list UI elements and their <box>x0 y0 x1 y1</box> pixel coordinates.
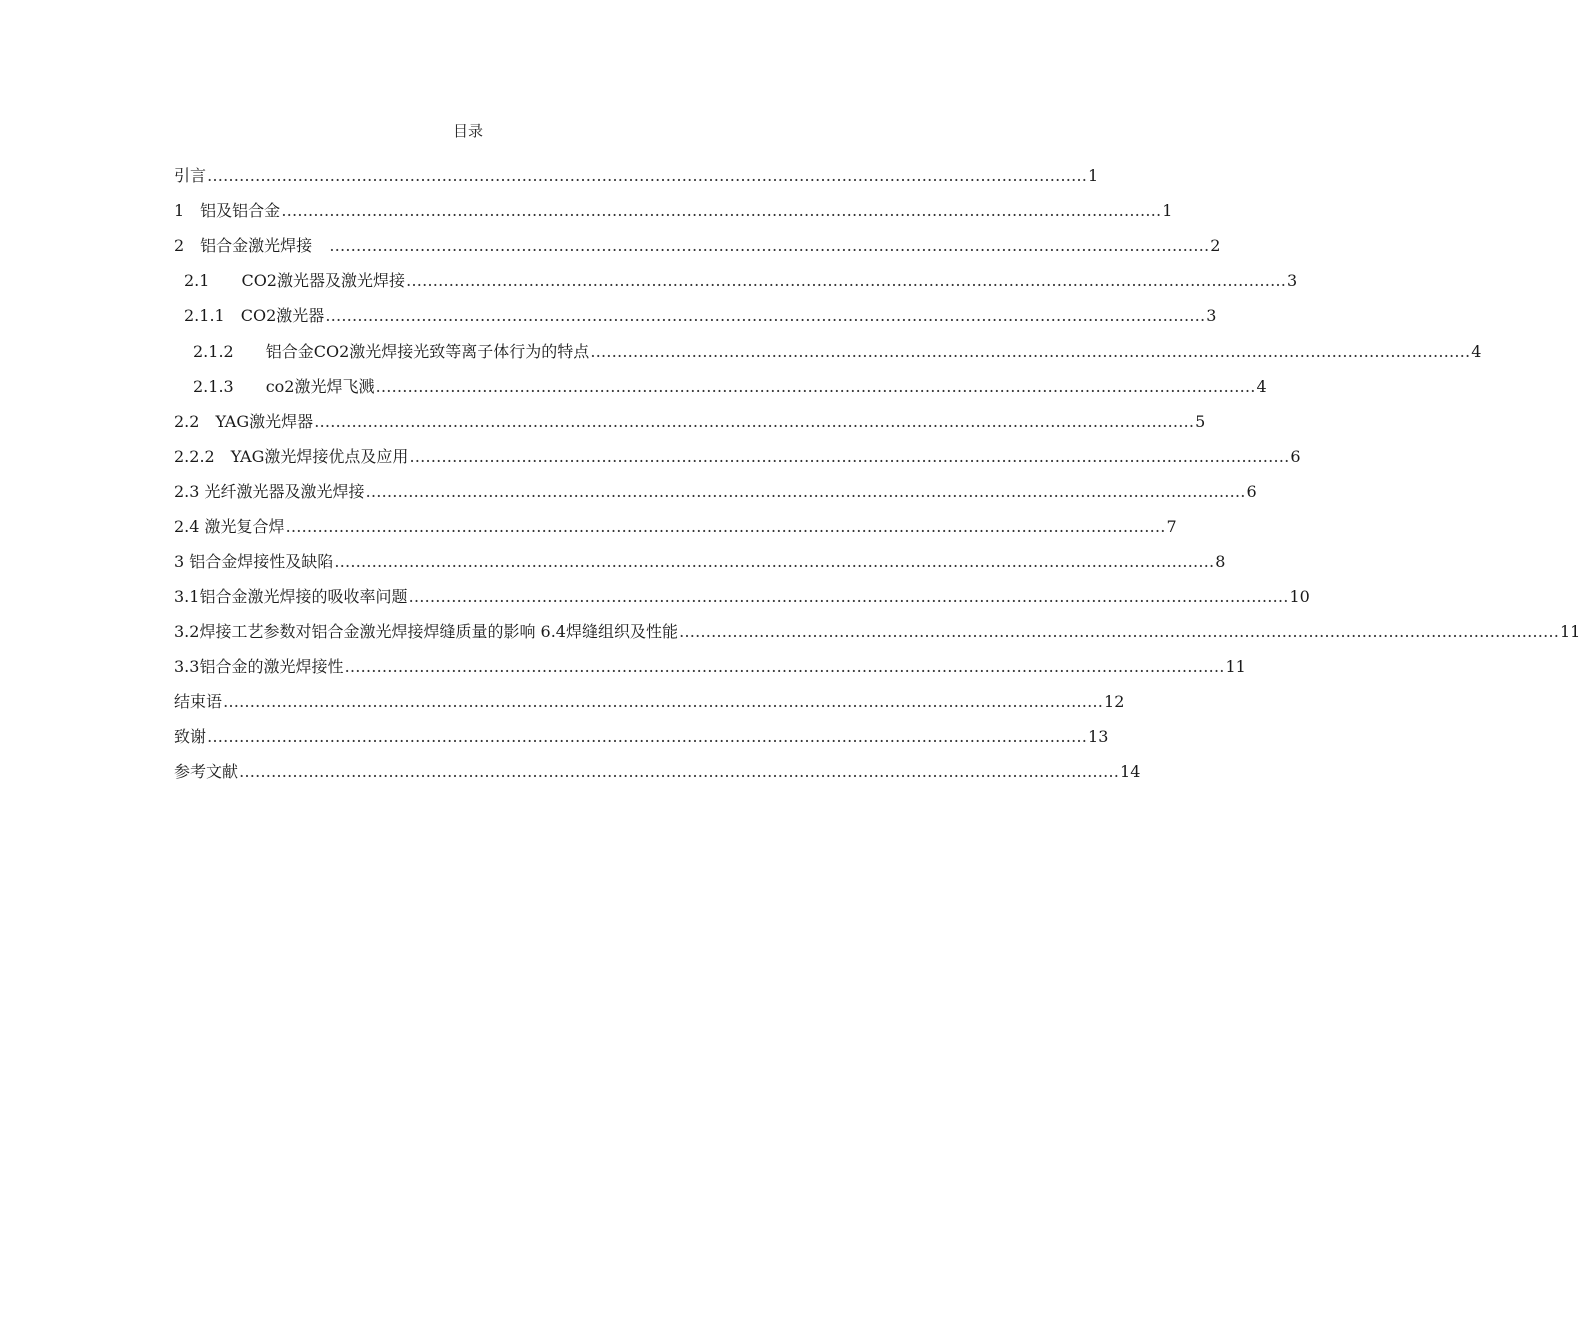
toc-title: 目录 <box>452 122 483 140</box>
toc-leader: ………………………………………………………………………………………………………………………………………………… <box>314 412 1195 431</box>
toc-page-number: 10 <box>1289 587 1310 606</box>
toc-entry-label: 1 铝及铝合金 <box>174 201 281 220</box>
toc-entry-2-1 <box>184 269 1298 293</box>
toc-leader: ………………………………………………………………………………………………………………………………………………… <box>409 447 1290 466</box>
toc-page-number: 3 <box>1206 306 1217 325</box>
toc-entry-label: 3.2焊接工艺参数对铝合金激光焊接焊缝质量的影响 6.4焊缝组织及性能 <box>174 622 678 641</box>
toc-entry-2-1-1 <box>184 304 1217 328</box>
toc-page-number: 1 <box>1162 201 1173 220</box>
toc-page-number: 4 <box>1256 377 1267 396</box>
toc-leader: ………………………………………………………………………………………………………………………………………………… <box>365 482 1246 501</box>
toc-leader: ………………………………………………………………………………………………………………………………………………… <box>207 166 1088 185</box>
toc-page-number: 7 <box>1166 517 1177 536</box>
toc-leader: ………………………………………………………………………………………………………………………………………………… <box>207 727 1088 746</box>
toc-leader: ………………………………………………………………………………………………………………………………………………… <box>344 657 1225 676</box>
toc-entry-label: 3.1铝合金激光焊接的吸收率问题 <box>174 587 408 606</box>
toc-leader: ………………………………………………………………………………………………………………………………………………… <box>590 342 1471 361</box>
toc-entry-2-2 <box>174 410 1206 434</box>
toc-entry-2 <box>174 234 1221 258</box>
toc-entry-label: 2 铝合金激光焊接 <box>174 236 329 255</box>
toc-page-number: 1 <box>1088 166 1099 185</box>
toc-entry-intro <box>174 164 1099 188</box>
toc-entry-label: 3 铝合金焊接性及缺陷 <box>174 552 334 571</box>
toc-entry-2-2-2 <box>174 445 1301 469</box>
toc-page-number: 14 <box>1120 762 1141 781</box>
toc-leader: ………………………………………………………………………………………………………………………………………………… <box>285 517 1166 536</box>
toc-entry-label: 结束语 <box>174 692 223 711</box>
toc-page-number: 11 <box>1559 622 1580 641</box>
toc-entry-label: 引言 <box>174 166 207 185</box>
toc-leader: ………………………………………………………………………………………………………………………………………………… <box>239 762 1120 781</box>
toc-page-number: 5 <box>1195 412 1206 431</box>
toc-entry-label: 2.2 YAG激光焊器 <box>174 412 314 431</box>
toc-leader: ………………………………………………………………………………………………………………………………………………… <box>375 377 1256 396</box>
toc-entry-references <box>174 760 1141 784</box>
toc-entry-label: 3.3铝合金的激光焊接性 <box>174 657 344 676</box>
toc-page-number: 2 <box>1210 236 1221 255</box>
toc-leader: ………………………………………………………………………………………………………………………………………………… <box>325 306 1206 325</box>
toc-entry-label: 2.1.1 CO2激光器 <box>184 306 325 325</box>
toc-entry-3-3 <box>174 655 1246 679</box>
toc-entry-2-4 <box>174 515 1177 539</box>
toc-entry-2-1-3 <box>193 375 1267 399</box>
toc-entry-1 <box>174 199 1173 223</box>
toc-entry-label: 2.2.2 YAG激光焊接优点及应用 <box>174 447 409 466</box>
toc-entry-conclusion <box>174 690 1125 714</box>
toc-leader: ………………………………………………………………………………………………………………………………………………… <box>329 236 1210 255</box>
toc-page-number: 11 <box>1225 657 1246 676</box>
toc-page-number: 3 <box>1287 271 1298 290</box>
toc-entry-label: 参考文献 <box>174 762 239 781</box>
toc-leader: ………………………………………………………………………………………………………………………………………………… <box>281 201 1162 220</box>
toc-entry-2-3 <box>174 480 1257 504</box>
toc-leader: ………………………………………………………………………………………………………………………………………………… <box>678 622 1559 641</box>
toc-entry-label: 2.4 激光复合焊 <box>174 517 285 536</box>
toc-page-number: 12 <box>1104 692 1125 711</box>
toc-entry-3-1 <box>174 585 1310 609</box>
toc-page-number: 13 <box>1088 727 1109 746</box>
toc-entry-acknowledgements <box>174 725 1109 749</box>
toc-page-number: 8 <box>1215 552 1226 571</box>
toc-entry-label: 2.3 光纤激光器及激光焊接 <box>174 482 365 501</box>
toc-page-number: 6 <box>1246 482 1257 501</box>
toc-entry-3 <box>174 550 1226 574</box>
toc-page-number: 4 <box>1471 342 1482 361</box>
toc-entry-label: 致谢 <box>174 727 207 746</box>
toc-leader: ………………………………………………………………………………………………………………………………………………… <box>334 552 1215 571</box>
toc-leader: ………………………………………………………………………………………………………………………………………………… <box>406 271 1286 290</box>
toc-entry-2-1-2 <box>193 340 1482 364</box>
toc-entry-label: 2.1.2 铝合金CO2激光焊接光致等离子体行为的特点 <box>193 342 590 361</box>
toc-entry-3-2 <box>174 620 1580 644</box>
toc-leader: ………………………………………………………………………………………………………………………………………………… <box>223 692 1104 711</box>
toc-leader: ………………………………………………………………………………………………………………………………………………… <box>408 587 1289 606</box>
toc-page-number: 6 <box>1290 447 1301 466</box>
toc-entry-label: 2.1.3 co2激光焊飞溅 <box>193 377 375 396</box>
toc-entry-label: 2.1 CO2激光器及激光焊接 <box>184 271 405 290</box>
